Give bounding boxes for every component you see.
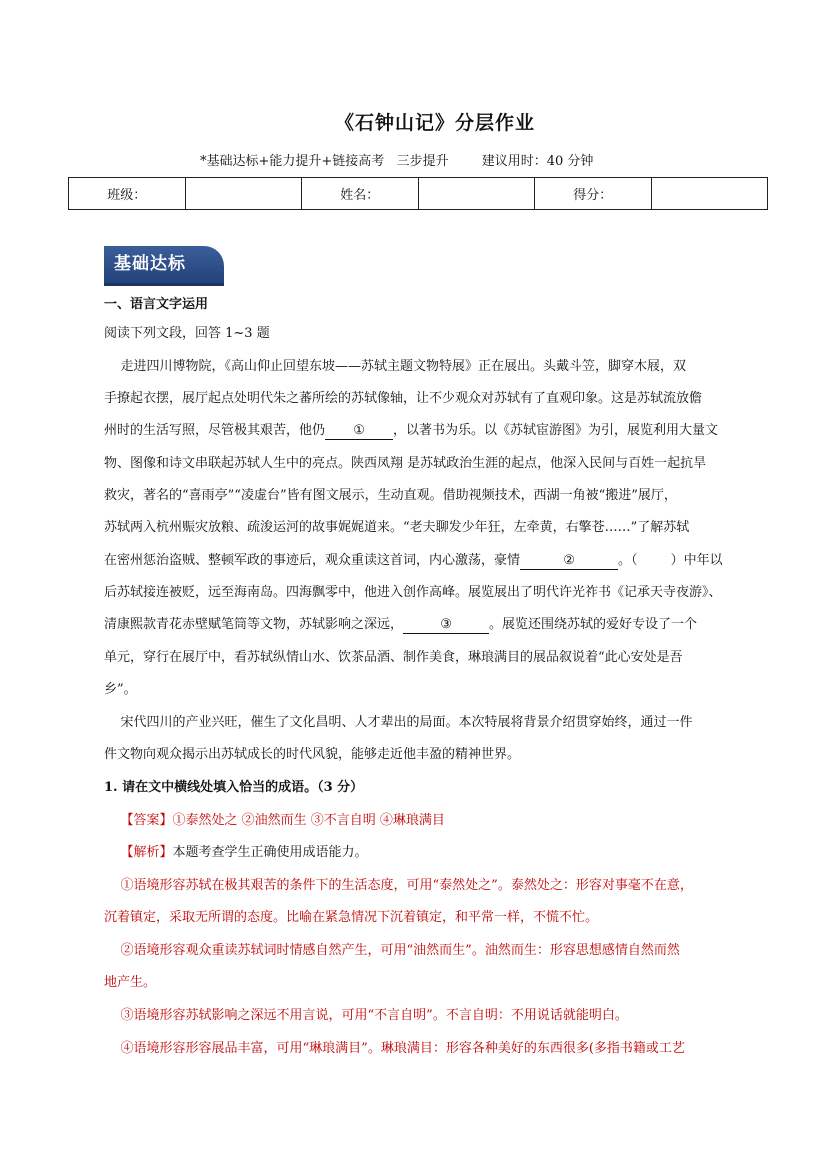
explanation-text: ③语境形容苏轼影响之深远不用言说，可用“不言自明”。不言自明：不用说话就能明白。 bbox=[120, 1008, 628, 1023]
passage-text: 走进四川博物院，《高山仰止回望东坡——苏轼主题文物特展》正在展出。头戴斗笠，脚穿木屐，双 bbox=[120, 359, 687, 374]
passage-line: 单元，穿行在展厅中，看苏轼纵情山水、饮茶品酒、制作美食，琳琅满目的展品叙说着“此心安处是吾 bbox=[104, 650, 683, 665]
explanation-text: ④语境形容形容展品丰富，可用“琳琅满目”。琳琅满目：形容各种美好的东西很多(多指书籍或工艺 bbox=[120, 1041, 685, 1056]
score-label: 得分： bbox=[535, 178, 652, 210]
explanation-line bbox=[104, 1006, 764, 1026]
passage-line: 后苏轼接连被贬，远至海南岛。四海飘零中，他进入创作高峰。展览展出了明代许光祚书《记承天寺夜游》、 bbox=[104, 585, 722, 600]
blank-2[interactable]: ② bbox=[520, 553, 618, 570]
name-label: 姓名： bbox=[302, 178, 419, 210]
analysis bbox=[104, 843, 764, 863]
explanation-text: ②语境形容观众重读苏轼词时情感自然产生，可用“油然而生”。油然而生：形容思想感情自然而然 bbox=[120, 943, 680, 958]
analysis-text: 本题考查学生正确使用成语能力。 bbox=[172, 845, 368, 860]
passage-line bbox=[104, 421, 764, 441]
passage-text: 。展览还围绕苏轼的爱好专设了一个 bbox=[489, 617, 698, 632]
analysis-label: 【解析】 bbox=[120, 845, 173, 860]
blank-3[interactable]: ③ bbox=[403, 617, 489, 634]
blank-1[interactable]: ① bbox=[325, 423, 393, 440]
passage-text: ，以著书为乐。以《苏轼宦游图》为引，展览利用大量文 bbox=[393, 423, 719, 438]
passage-text: 宋代四川的产业兴旺，催生了文化昌明、人才辈出的局面。本次特展将背景介绍贯穿始终，通过一件 bbox=[120, 715, 693, 730]
passage-line: 件文物向观众揭示出苏轼成长的时代风貌，能够走近他丰盈的精神世界。 bbox=[104, 747, 521, 762]
passage-text: 。（ ）中年以 bbox=[618, 553, 723, 568]
passage-text: 州时的生活写照，尽管极其艰苦，他仍 bbox=[104, 423, 326, 438]
page-title: 《石钟山记》分层作业 bbox=[334, 112, 535, 134]
passage-line bbox=[104, 713, 764, 733]
passage-text: 清康熙款青花赤壁赋笔筒等文物，苏轼影响之深远， bbox=[104, 617, 404, 632]
score-field[interactable] bbox=[651, 178, 768, 210]
explanation-line: 沉着镇定，采取无所谓的态度。比喻在紧急情况下沉着镇定，和平常一样，不慌不忙。 bbox=[104, 910, 599, 925]
passage-line bbox=[104, 357, 764, 377]
passage-text: 在密州惩治盗贼、整顿军政的事迹后，观众重读这首词，内心激荡，豪情 bbox=[104, 553, 521, 568]
instruction: 阅读下列文段，回答 1~3 题 bbox=[104, 326, 270, 341]
class-field[interactable] bbox=[185, 178, 302, 210]
question-1: 1. 请在文中横线处填入恰当的成语。（3 分） bbox=[104, 780, 364, 795]
section1-heading: 一、语言文字运用 bbox=[104, 297, 209, 312]
passage-line: 乡”。 bbox=[104, 682, 137, 697]
explanation-text: ①语境形容苏轼在极其艰苦的条件下的生活态度，可用“泰然处之”。泰然处之：形容对事毫不在意， bbox=[120, 878, 693, 893]
passage-line bbox=[104, 615, 764, 635]
passage-line: 物、图像和诗文串联起苏轼人生中的亮点。陕西凤翔 是苏轼政治生涯的起点，他深入民间与百姓一起抗旱 bbox=[104, 456, 707, 471]
explanation-line: 地产生。 bbox=[104, 975, 157, 990]
answer bbox=[104, 811, 764, 831]
explanation-line bbox=[104, 1039, 764, 1059]
subtitle: *基础达标+能力提升+链接高考 三步提升 建议用时：40 分钟 bbox=[200, 154, 594, 169]
passage-line: 手撩起衣摆，展厅起点处明代朱之蕃所绘的苏轼像轴，让不少观众对苏轼有了直观印象。这是苏轼流放儋 bbox=[104, 391, 703, 406]
class-label: 班级： bbox=[69, 178, 186, 210]
explanation-line bbox=[104, 941, 764, 961]
explanation-line bbox=[104, 876, 764, 896]
section-banner: 基础达标 bbox=[104, 246, 224, 283]
passage-line: 苏轼两入杭州赈灾放粮、疏浚运河的故事娓娓道来。“老夫聊发少年狂，左牵黄，右擎苍……”了解苏轼 bbox=[104, 520, 690, 535]
info-table bbox=[68, 177, 768, 210]
name-field[interactable] bbox=[418, 178, 535, 210]
answer-text: 【答案】①泰然处之 ②油然而生 ③不言自明 ④琳琅满目 bbox=[120, 813, 445, 828]
passage-line: 救灾，著名的“喜雨亭”“凌虚台”皆有图文展示，生动直观。借助视频技术，西湖一角被“搬进”展厅， bbox=[104, 488, 677, 503]
passage-line bbox=[104, 551, 764, 571]
